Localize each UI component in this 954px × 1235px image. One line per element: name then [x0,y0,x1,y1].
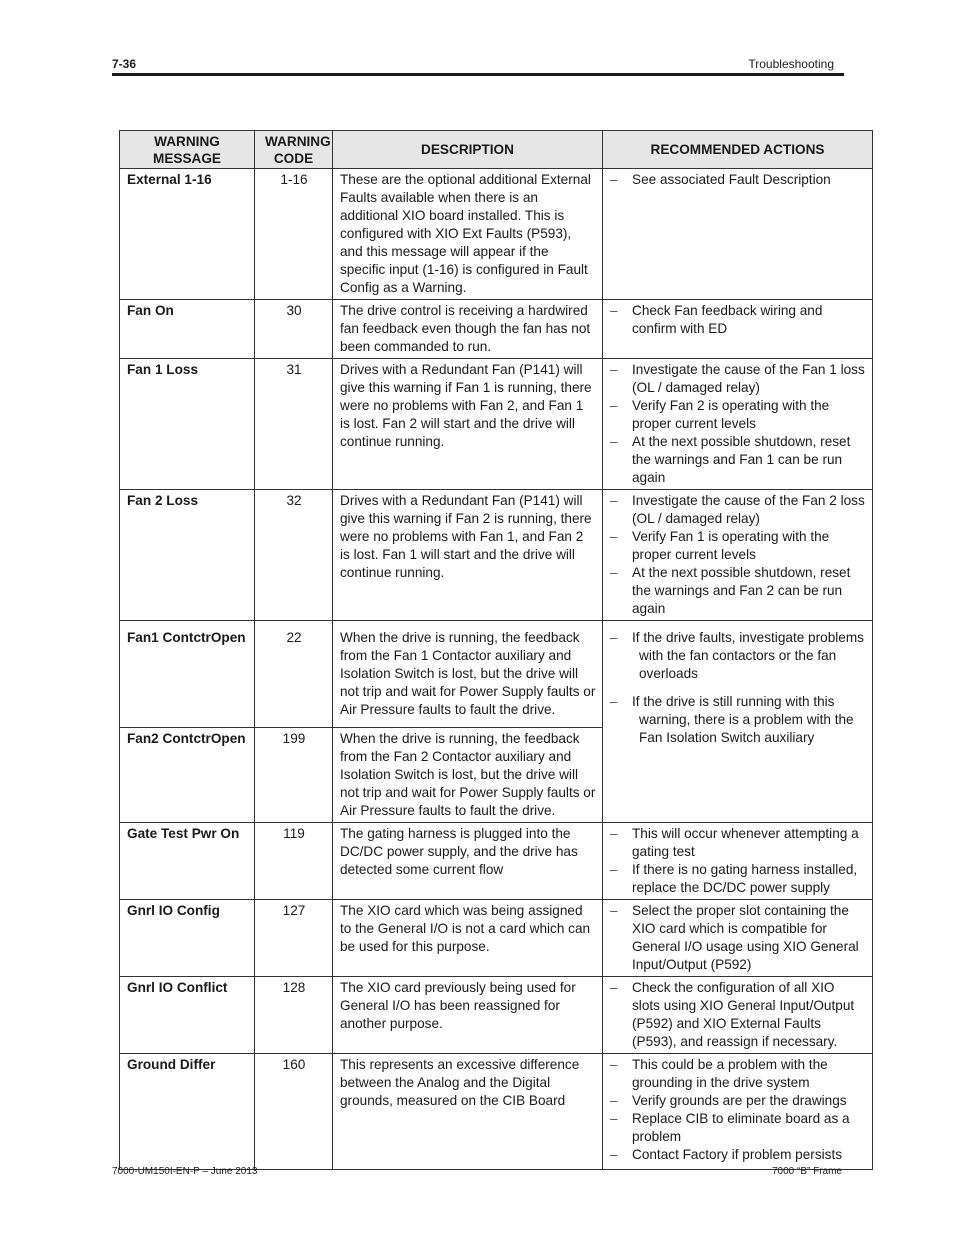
recommended-actions [603,359,873,490]
action-item: – This will occur whenever attempting a gating test [610,825,866,861]
column-header-description: DESCRIPTION [333,131,603,169]
action-item: – Contact Factory if problem persists [610,1146,866,1164]
footer-frame-label: 7000 “B” Frame [771,1166,842,1177]
action-item: – At the next possible shutdown, reset the warnings and Fan 2 can be run again [610,564,866,618]
warning-message: Fan 1 Loss [120,359,255,490]
page-number: 7-36 [112,57,137,71]
table-row [120,169,873,300]
action-item: – This could be a problem with the grounding in the drive system [610,1056,866,1092]
table-row [120,977,873,1054]
column-header-warning-message: WARNING MESSAGE [120,131,255,169]
recommended-actions [603,977,873,1054]
warning-code: 127 [255,900,333,977]
column-header-warning-code: WARNING CODE [255,131,333,169]
table-row [120,823,873,900]
warning-message: Gnrl IO Config [120,900,255,977]
warning-code: 1-16 [255,169,333,300]
header-rule [112,73,844,76]
recommended-actions [603,621,873,823]
warning-message: Fan2 ContctrOpen [120,728,255,823]
action-list [610,979,866,1051]
recommended-actions [603,300,873,359]
table-row [120,621,873,728]
warning-code: 128 [255,977,333,1054]
action-list [610,902,866,974]
action-item: – If the drive is still running with this warning, there is a problem with the Fan Isolation Switch auxiliary [610,693,866,747]
action-item: – Replace CIB to eliminate board as a problem [610,1110,866,1146]
warning-message: Fan On [120,300,255,359]
recommended-actions [603,490,873,621]
table-row [120,359,873,490]
recommended-actions [603,1054,873,1170]
action-list [610,629,866,747]
warning-code: 31 [255,359,333,490]
action-item: – Verify grounds are per the drawings [610,1092,866,1110]
action-item: – Verify Fan 2 is operating with the proper current levels [610,397,866,433]
warning-description: The drive control is receiving a hardwired fan feedback even though the fan has not been commanded to run. [333,300,603,359]
warning-code: 30 [255,300,333,359]
action-item: – If the drive faults, investigate problems with the fan contactors or the fan overloads [610,629,866,683]
warning-description: The XIO card previously being used for General I/O has been reassigned for another purpose. [333,977,603,1054]
warning-code: 22 [255,621,333,728]
warning-description: This represents an excessive difference between the Analog and the Digital grounds, measured on the CIB Board [333,1054,603,1170]
warnings-table [119,130,873,1170]
warning-message: Gate Test Pwr On [120,823,255,900]
warning-description: When the drive is running, the feedback from the Fan 2 Contactor auxiliary and Isolation Switch is lost, but the drive will not trip and wait for Power Supply faults or Air Pressure faults to fault the drive. [333,728,603,823]
warning-message: Fan 2 Loss [120,490,255,621]
warning-description: These are the optional additional External Faults available when there is an additional XIO board installed. This is configured with XIO Ext Faults (P593), and this message will appear if the specific input (1-16) is configured in Fault Config as a Warning. [333,169,603,300]
table-row [120,900,873,977]
action-item: – Check the configuration of all XIO slots using XIO General Input/Output (P592) and XIO External Faults (P593), and reassign if necessary. [610,979,866,1051]
action-item: – Select the proper slot containing the XIO card which is compatible for General I/O usage using XIO General Input/Output (P592) [610,902,866,974]
column-header-recommended-actions: RECOMMENDED ACTIONS [603,131,873,169]
action-item: – Verify Fan 1 is operating with the proper current levels [610,528,866,564]
action-list [610,825,866,897]
action-list [610,1056,866,1164]
warning-description: The gating harness is plugged into the DC/DC power supply, and the drive has detected some current flow [333,823,603,900]
action-list [610,492,866,618]
action-item: – See associated Fault Description [610,171,866,189]
warning-description: The XIO card which was being assigned to the General I/O is not a card which can be used for this purpose. [333,900,603,977]
action-list [610,361,866,487]
warning-message: Gnrl IO Conflict [120,977,255,1054]
action-item: – At the next possible shutdown, reset the warnings and Fan 1 can be run again [610,433,866,487]
footer-publication-id: 7000-UM150I-EN-P – June 2013 [112,1166,258,1177]
action-list [610,171,866,189]
warning-code: 119 [255,823,333,900]
warning-code: 199 [255,728,333,823]
action-item: – Investigate the cause of the Fan 2 loss (OL / damaged relay) [610,492,866,528]
warning-description: Drives with a Redundant Fan (P141) will give this warning if Fan 2 is running, there were no problems with Fan 1, and Fan 2 is lost. Fan 1 will start and the drive will continue running. [333,490,603,621]
action-item: – Investigate the cause of the Fan 1 loss (OL / damaged relay) [610,361,866,397]
warning-message: Ground Differ [120,1054,255,1170]
table-header-row [120,131,873,169]
table-row [120,300,873,359]
action-list [610,302,866,338]
warning-code: 160 [255,1054,333,1170]
table-row [120,1054,873,1170]
warning-message: Fan1 ContctrOpen [120,621,255,728]
recommended-actions [603,169,873,300]
recommended-actions [603,900,873,977]
table-row [120,490,873,621]
action-item: – If there is no gating harness installed, replace the DC/DC power supply [610,861,866,897]
action-item: – Check Fan feedback wiring and confirm with ED [610,302,866,338]
warning-code: 32 [255,490,333,621]
warning-description: Drives with a Redundant Fan (P141) will give this warning if Fan 1 is running, there were no problems with Fan 2, and Fan 1 is lost. Fan 2 will start and the drive will continue running. [333,359,603,490]
section-title: Troubleshooting [748,57,834,71]
warning-message: External 1-16 [120,169,255,300]
warning-description: When the drive is running, the feedback from the Fan 1 Contactor auxiliary and Isolation Switch is lost, but the drive will not trip and wait for Power Supply faults or Air Pressure faults to fault the drive. [333,621,603,728]
recommended-actions [603,823,873,900]
